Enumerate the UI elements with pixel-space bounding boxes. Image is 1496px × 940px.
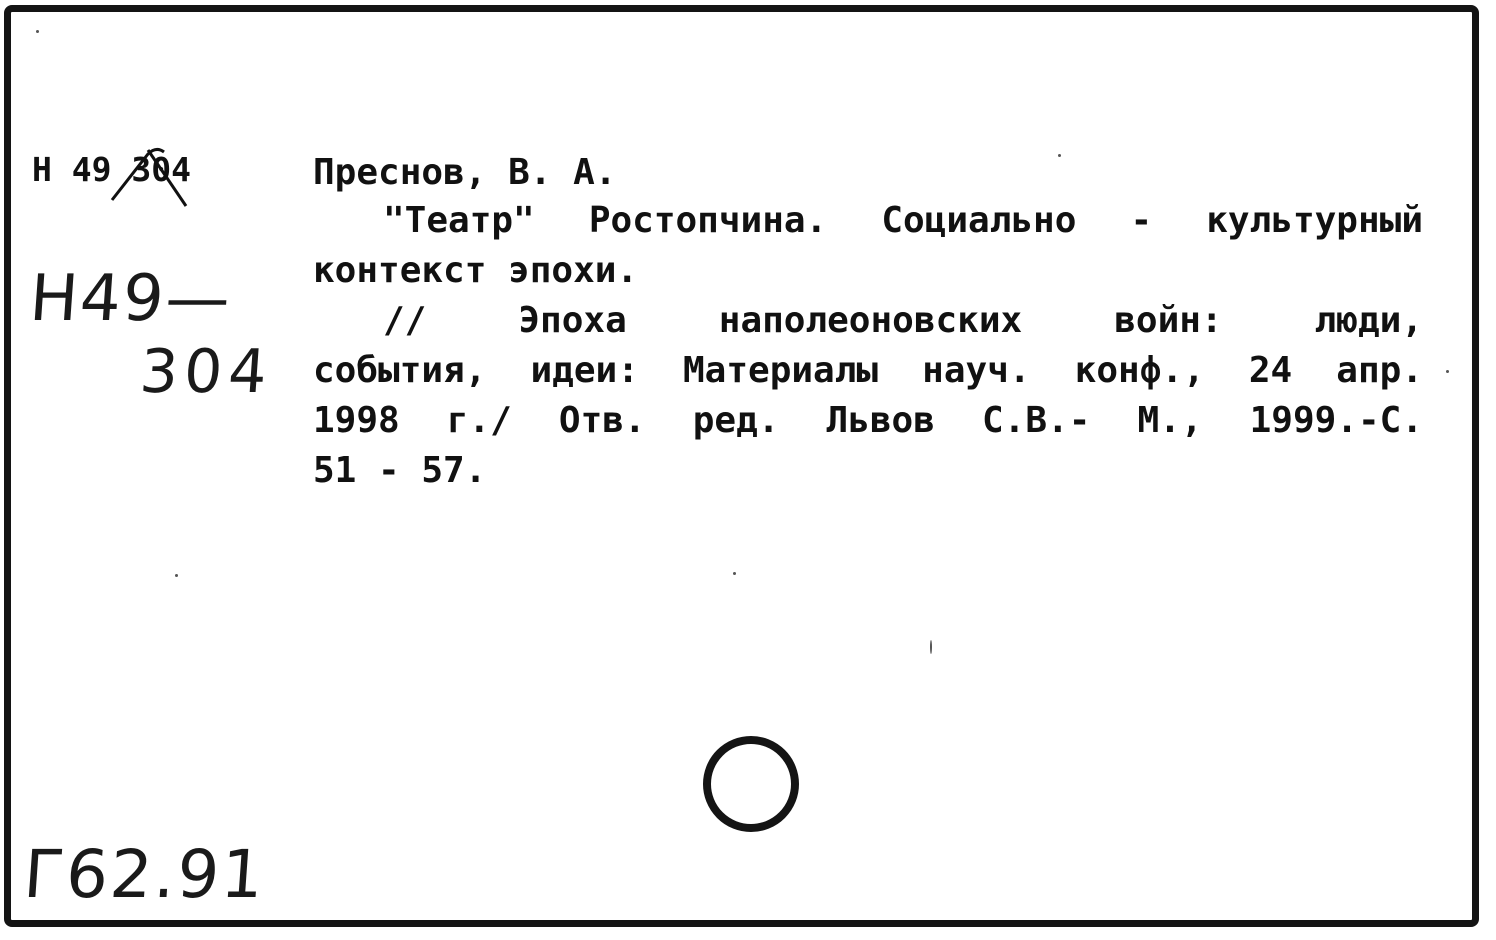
- card-punch-hole: [703, 736, 799, 832]
- handwritten-classification: Г62.91: [21, 836, 268, 913]
- call-number-typed: Н 49 304: [32, 150, 191, 189]
- strike-through-mark: [108, 140, 200, 210]
- entry-source-line3: 1998 г./ Отв. ред. Львов С.В.- М., 1999.-С.: [313, 400, 1423, 441]
- entry-title-line1: "Театр" Ростопчина. Социально - культурный: [383, 200, 1423, 241]
- entry-source-line2: события, идеи: Материалы науч. конф., 24 апр.: [313, 350, 1423, 391]
- handwritten-call-number-line2: 304: [137, 337, 275, 407]
- scan-speck: [1446, 370, 1449, 373]
- entry-source-line4: 51 - 57.: [313, 450, 487, 491]
- scan-speck: [733, 572, 736, 575]
- entry-author: Преснов, В. А.: [313, 152, 617, 193]
- entry-title-line2: контекст эпохи.: [313, 250, 639, 291]
- scan-speck: [930, 640, 932, 654]
- entry-source-line1: // Эпоха наполеоновских войн: люди,: [383, 300, 1423, 341]
- scan-speck: [175, 574, 178, 577]
- handwritten-call-number-line1: Н49—: [27, 262, 235, 336]
- scan-speck: [36, 30, 39, 33]
- scan-speck: [1058, 154, 1061, 157]
